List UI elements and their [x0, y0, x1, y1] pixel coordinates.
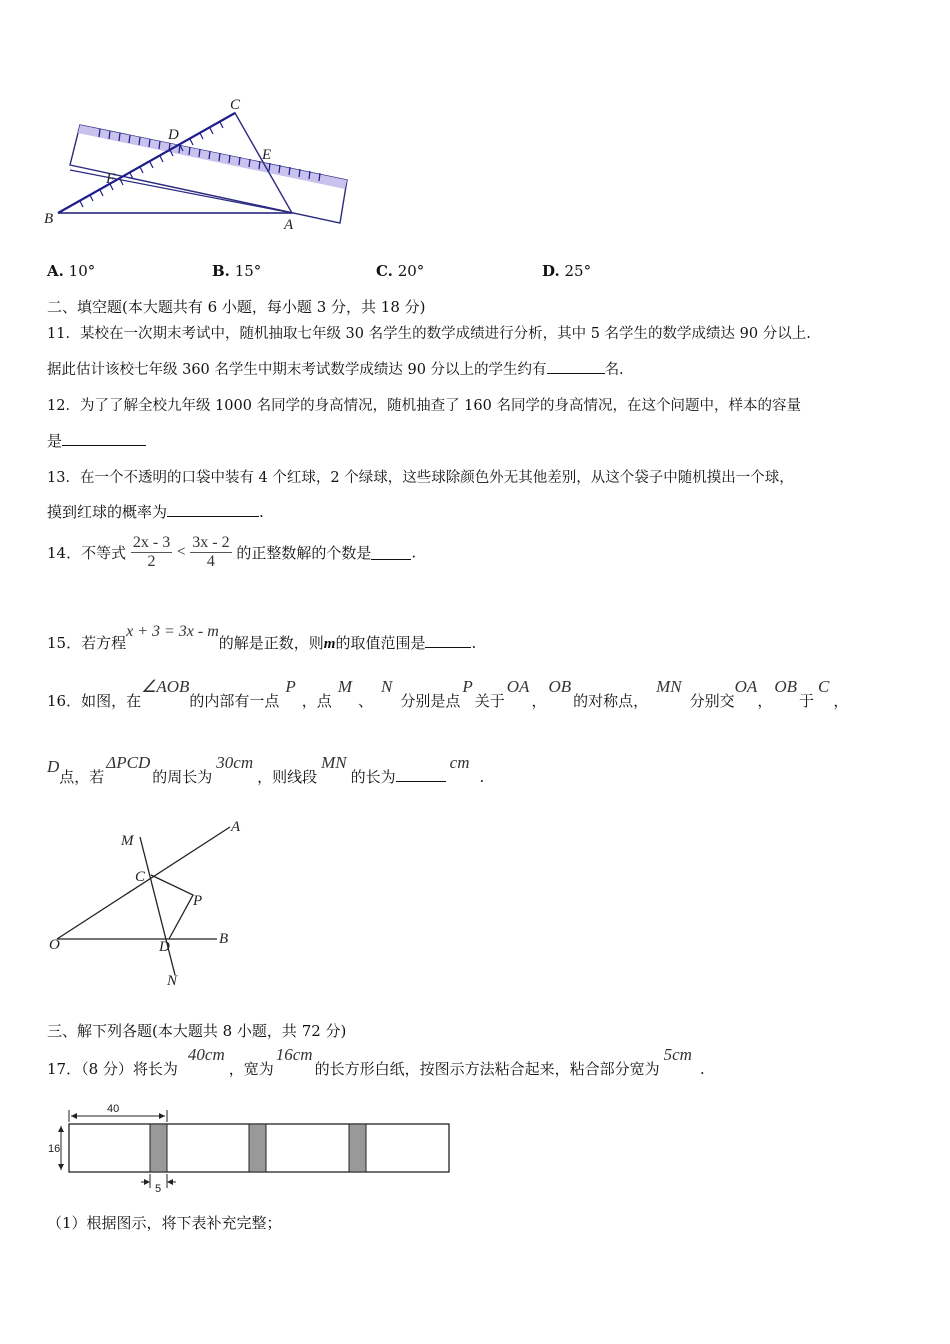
fig2-label-D: D: [159, 939, 170, 955]
paper-strips-figure: [45, 1100, 455, 1195]
angle-reflection-figure: [45, 815, 255, 990]
q12-line1: 12．为了了解全校九年级 1000 名同学的身高情况，随机抽查了 160 名同学的身高情况，在这个问题中，样本的容量: [47, 398, 801, 414]
q11-line1: 11．某校在一次期末考试中，随机抽取七年级 30 名学生的数学成绩进行分析，其中 5 名学生的数学成绩达 90 分以上.: [47, 326, 811, 342]
q14: [47, 534, 416, 571]
q16-t15: ，则线段: [257, 768, 318, 786]
q16-t16: 的长为: [350, 768, 396, 786]
q16-t14: 的周长为: [152, 768, 213, 786]
fig2-label-C: C: [135, 869, 146, 885]
fig2-label-B: B: [219, 931, 229, 947]
choice-d[interactable]: [542, 262, 591, 280]
q16-d: D: [47, 757, 60, 776]
label-D: D: [168, 127, 179, 143]
q16-t13: 点，若: [59, 768, 105, 786]
q14-num1: 2x - 3: [132, 534, 171, 551]
fig2-label-P: P: [193, 893, 203, 909]
q14-den1: 2: [147, 553, 156, 570]
q16-mn2: MN: [321, 753, 347, 772]
choice-b-letter: B.: [212, 262, 230, 280]
q16-cm: cm: [449, 753, 470, 772]
fig2-label-M: M: [121, 833, 134, 849]
fig2-label-N: N: [167, 973, 178, 989]
q15-post: 的解是正数，则: [218, 634, 324, 652]
q14-end: .: [411, 543, 417, 562]
ruler-triangle-figure: [40, 95, 360, 235]
q16-t10: ，: [757, 692, 773, 710]
q15: [47, 620, 477, 652]
label-F: F: [106, 171, 116, 187]
q16-oa2: OA: [734, 677, 758, 696]
section-3-heading: 三、解下列各题(本大题共 8 小题，共 72 分): [47, 1022, 347, 1040]
q15-m: m: [323, 636, 336, 652]
q16-n: N: [381, 677, 393, 696]
q11-line2: [47, 358, 624, 379]
q11-answer-blank[interactable]: [547, 359, 605, 374]
q13-line2: [47, 501, 264, 522]
q14-fraction-left: [131, 534, 172, 571]
q14-pre: 14．不等式: [47, 544, 127, 562]
q15-answer-blank[interactable]: [425, 633, 471, 648]
q16-t3: ，点: [301, 692, 332, 710]
q17: [47, 1044, 705, 1078]
q15-end: .: [471, 634, 477, 652]
q16-line1: [47, 676, 849, 710]
q16-p: P: [285, 677, 296, 696]
q12-line2: [47, 430, 146, 451]
q16-t12: ，: [833, 692, 849, 710]
q17-width: 16cm: [275, 1045, 313, 1064]
choice-c-value: 20°: [397, 262, 425, 280]
q14-num2: 3x - 2: [192, 534, 230, 551]
choice-c[interactable]: [376, 262, 424, 280]
q14-answer-blank[interactable]: [371, 545, 411, 560]
q16-t1: 16．如图，在: [47, 692, 142, 710]
q15-post2: 的取值范围是: [335, 634, 426, 652]
q16-pcd: ΔPCD: [106, 753, 151, 772]
choice-c-letter: C.: [376, 262, 393, 280]
q16-aob: ∠AOB: [141, 677, 190, 696]
q16-line2: [47, 752, 485, 786]
label-E: E: [262, 147, 272, 163]
q17-t3: 的长方形白纸，按图示方法粘合起来，粘合部分宽为: [314, 1060, 660, 1078]
q16-t2: 的内部有一点: [189, 692, 280, 710]
label-B: B: [44, 211, 54, 227]
choice-a-letter: A.: [47, 262, 64, 280]
q11-end: 名.: [604, 362, 624, 378]
q14-fraction-right: [190, 534, 231, 571]
choice-b[interactable]: [212, 262, 261, 280]
q13-text: 摸到红球的概率为: [47, 503, 168, 521]
q16-ob2: OB: [774, 677, 798, 696]
q16-p2: P: [462, 677, 473, 696]
q16-answer-blank[interactable]: [396, 767, 446, 782]
q16-m: M: [337, 677, 352, 696]
q17-length: 40cm: [187, 1045, 225, 1064]
q16-t11: 于: [799, 692, 815, 710]
fig3-height-label: 16: [48, 1143, 61, 1155]
q16-t4: 、: [357, 692, 373, 710]
q15-equation: x + 3 = 3x - m: [126, 623, 219, 640]
q16-c: C: [818, 677, 830, 696]
q13-line1: 13．在一个不透明的口袋中装有 4 个红球，2 个绿球，这些球除颜色外无其他差别，从这个袋子中随机摸出一个球，: [47, 470, 794, 486]
section-2-heading: 二、填空题(本大题共有 6 小题，每小题 3 分，共 18 分): [47, 298, 426, 316]
q12-text: 是: [47, 432, 63, 450]
q11-text: 据此估计该校七年级 360 名学生中期末考试数学成绩达 90 分以上的学生约有: [47, 362, 547, 378]
q12-answer-blank[interactable]: [62, 431, 146, 446]
label-C: C: [230, 97, 241, 113]
fig3-glue-label: 5: [155, 1183, 162, 1195]
label-A: A: [284, 217, 294, 233]
q13-end: .: [259, 503, 264, 521]
q16-t6: 关于: [474, 692, 505, 710]
choice-d-letter: D.: [542, 262, 560, 280]
q17-end: .: [699, 1060, 705, 1078]
choice-d-value: 25°: [564, 262, 592, 280]
q15-pre: 15．若方程: [47, 634, 127, 652]
q16-perimeter: 30cm: [216, 753, 254, 772]
q14-den2: 4: [206, 553, 215, 570]
fig2-label-O: O: [49, 937, 60, 953]
choice-a[interactable]: [47, 262, 95, 280]
q16-mn: MN: [656, 677, 682, 696]
q14-post: 的正整数解的个数是: [236, 544, 372, 562]
q16-oa: OA: [506, 677, 530, 696]
q16-t9: 分别交: [689, 692, 735, 710]
q13-answer-blank[interactable]: [167, 502, 259, 517]
choice-a-value: 10°: [68, 262, 96, 280]
q17-t1: 17．（8 分）将长为: [47, 1060, 178, 1078]
fig3-width-label: 40: [107, 1103, 120, 1115]
q14-op: <: [176, 544, 186, 560]
choice-b-value: 15°: [234, 262, 262, 280]
fig2-label-A: A: [231, 819, 241, 835]
q17-part1: （1）根据图示，将下表补充完整；: [47, 1214, 282, 1232]
q16-t8: 的对称点，: [573, 692, 649, 710]
q17-t2: ，宽为: [228, 1060, 274, 1078]
q16-end: .: [479, 768, 485, 786]
q16-t5: 分别是点: [400, 692, 461, 710]
q16-ob: OB: [548, 677, 572, 696]
q17-glue: 5cm: [663, 1045, 692, 1064]
q16-t7: ，: [531, 692, 547, 710]
